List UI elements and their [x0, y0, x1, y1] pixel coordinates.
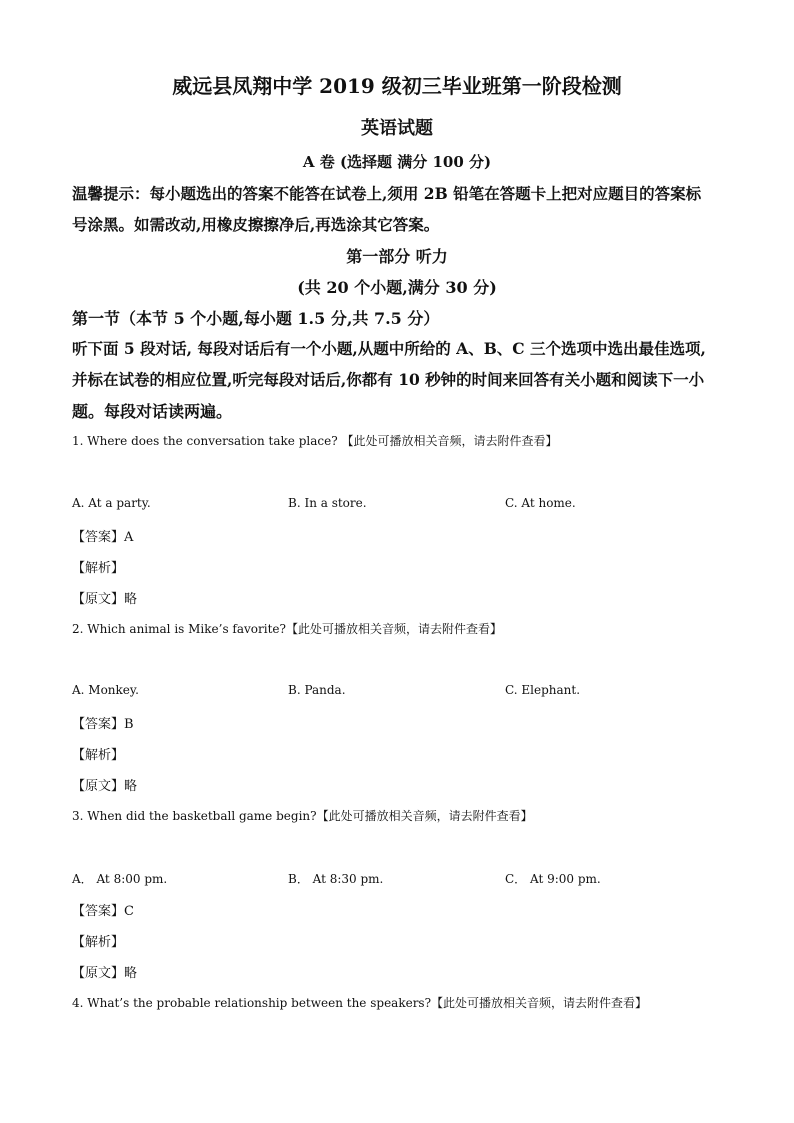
- q1-option-b: B. In a store.: [288, 496, 367, 510]
- tip-line-1: 温馨提示：每小题选出的答案不能答在试卷上,须用 2B 铅笔在答题卡上把对应题目的答案标: [72, 184, 702, 203]
- q3-analysis: 【解析】: [72, 935, 125, 950]
- q3-option-b: B． At 8:30 pm.: [288, 872, 384, 886]
- paper-a-heading: A 卷 (选择题 满分 100 分): [302, 153, 492, 171]
- q2-original: 【原文】略: [72, 779, 138, 794]
- q1-option-a: A. At a party.: [72, 496, 151, 510]
- q2-analysis: 【解析】: [72, 748, 125, 763]
- instruction-line-2: 并标在试卷的相应位置,听完每段对话后,你都有 10 秒钟的时间来回答有关小题和阅读下一小: [72, 370, 705, 389]
- q3-original: 【原文】略: [72, 966, 138, 981]
- q2-option-c: C. Elephant.: [505, 683, 581, 697]
- q3-option-c: C． At 9:00 pm.: [505, 872, 601, 886]
- q2-answer: 【答案】B: [72, 717, 134, 732]
- q1-answer: 【答案】A: [72, 530, 134, 545]
- question-2: 2. Which animal is Mike’s favorite?【此处可播放相关音频，请去附件查看】: [72, 622, 502, 636]
- part-note: (共 20 个小题,满分 30 分): [297, 278, 497, 297]
- q1-original: 【原文】略: [72, 592, 138, 607]
- q1-option-c: C. At home.: [505, 496, 576, 510]
- q2-option-b: B. Panda.: [288, 683, 346, 697]
- exam-title: 威远县凤翔中学 2019 级初三毕业班第一阶段检测: [172, 74, 622, 98]
- q3-answer: 【答案】C: [72, 904, 134, 919]
- part-title: 第一部分 听力: [346, 247, 448, 266]
- q3-option-a: A． At 8:00 pm.: [72, 872, 168, 886]
- tip-line-2: 号涂黑。如需改动,用橡皮擦擦净后,再选涂其它答案。: [72, 215, 440, 234]
- q1-analysis: 【解析】: [72, 561, 125, 576]
- q2-option-a: A. Monkey.: [72, 683, 139, 697]
- instruction-line-3: 题。每段对话读两遍。: [72, 402, 233, 421]
- instruction-line-1: 听下面 5 段对话, 每段对话后有一个小题,从题中所给的 A、B、C 三个选项中选出最佳选项,: [72, 339, 706, 358]
- question-4: 4. What’s the probable relationship between the speakers?【此处可播放相关音频，请去附件查看】: [72, 996, 648, 1010]
- question-3: 3. When did the basketball game begin?【此处可播放相关音频，请去附件查看】: [72, 809, 533, 823]
- subject-title: 英语试题: [361, 118, 433, 139]
- section1-title: 第一节（本节 5 个小题,每小题 1.5 分,共 7.5 分）: [72, 309, 440, 328]
- question-1: 1. Where does the conversation take place? 【此处可播放相关音频，请去附件查看】: [72, 434, 558, 448]
